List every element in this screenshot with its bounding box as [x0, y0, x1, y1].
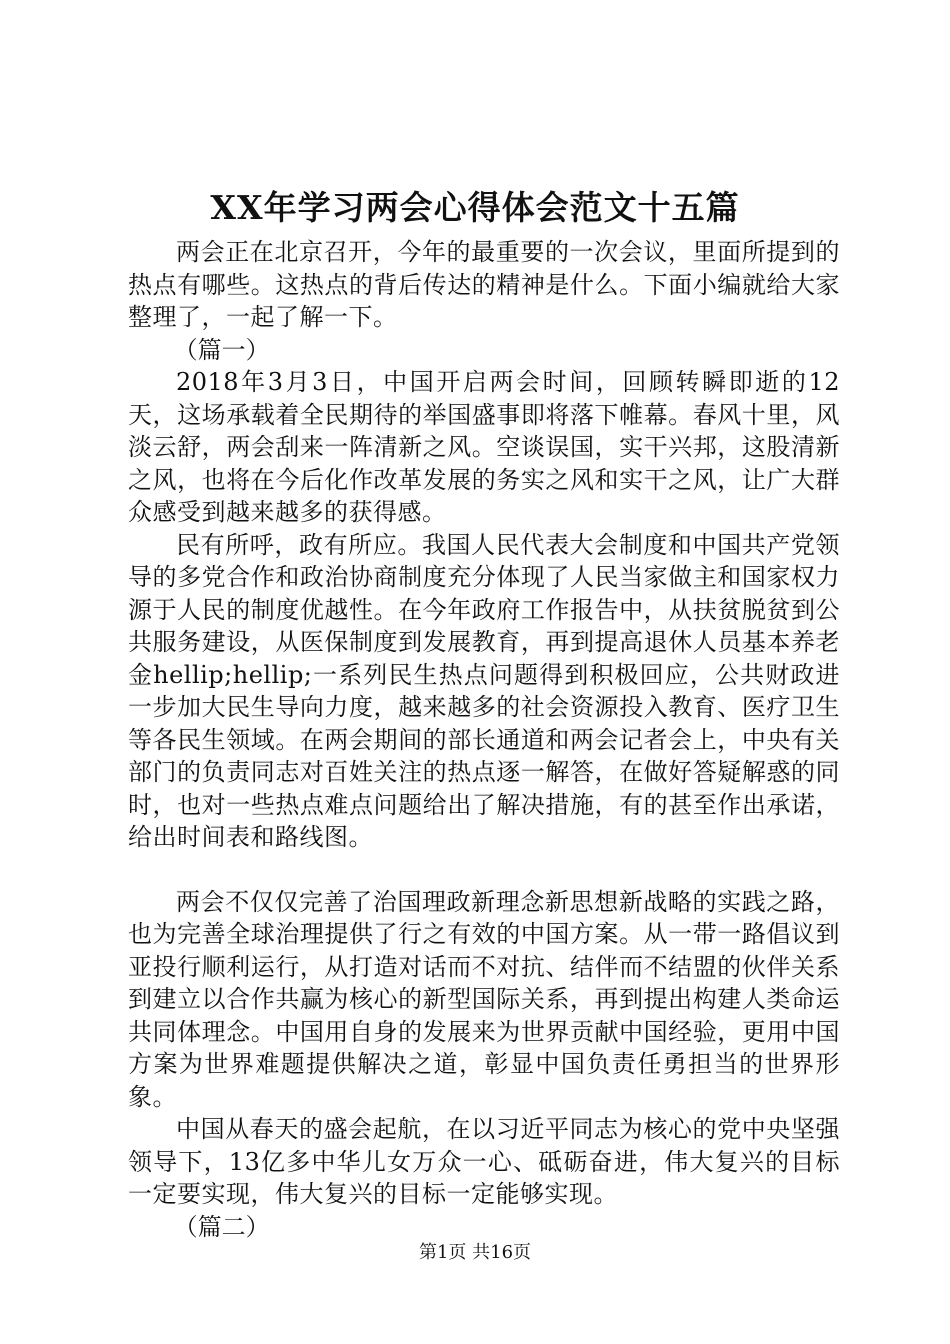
section-1-paragraph-2: 民有所呼，政有所应。我国人民代表大会制度和中国共产党领导的多党合作和政治协商制度充分体现了人民当家做主和国家权力源于人民的制度优越性。在今年政府工作报告中，从扶贫脱贫到公共服务建设，从医保制度到发展教育，再到提高退休人员基本养老金hellip;hellip;一系列民生热点问题得到积极回应，公共财政进一步加大民生导向力度，越来越多的社会资源投入教育、医疗卫生等各民生领域。在两会期间的部长通道和两会记者会上，中央有关部门的负责同志对百姓关注的热点逐一解答，在做好答疑解惑的同时，也对一些热点难点问题给出了解决措施，有的甚至作出承诺，给出时间表和路线图。: [128, 530, 840, 851]
section-2-label: （篇二）: [173, 1212, 270, 1241]
intro-paragraph: 两会正在北京召开，今年的最重要的一次会议，里面所提到的热点有哪些。这热点的背后传达的精神是什么。下面小编就给大家整理了，一起了解一下。: [128, 238, 840, 331]
section-1-label: （篇一）: [173, 335, 270, 364]
page-title: XX年学习两会心得体会范文十五篇: [210, 188, 740, 227]
paragraph-spacer: [128, 854, 840, 886]
section-1-paragraph-1: 2018年3月3日，中国开启两会时间，回顾转瞬即逝的12天，这场承载着全民期待的举国盛事即将落下帷幕。春风十里，风淡云舒，两会刮来一阵清新之风。空谈误国，实干兴邦，这股清新之风，也将在今后化作改革发展的务实之风和实干之风，让广大群众感受到越来越多的获得感。: [128, 368, 840, 526]
page-footer: 第1页 共16页: [418, 1242, 532, 1263]
section-1-paragraph-4: 中国从春天的盛会起航，在以习近平同志为核心的党中央坚强领导下，13亿多中华儿女万众一心、砥砺奋进，伟大复兴的目标一定要实现，伟大复兴的目标一定能够实现。: [128, 1115, 840, 1208]
section-1-paragraph-3: 两会不仅仅完善了治国理政新理念新思想新战略的实践之路，也为完善全球治理提供了行之有效的中国方案。从一带一路倡议到亚投行顺利运行，从打造对话而不对抗、结伴而不结盟的伙伴关系到建立以合作共赢为核心的新型国际关系，再到提出构建人类命运共同体理念。中国用自身的发展来为世界贡献中国经验，更用中国方案为世界难题提供解决之道，彰显中国负责任勇担当的世界形象。: [128, 887, 840, 1111]
document-body: [128, 236, 840, 1243]
